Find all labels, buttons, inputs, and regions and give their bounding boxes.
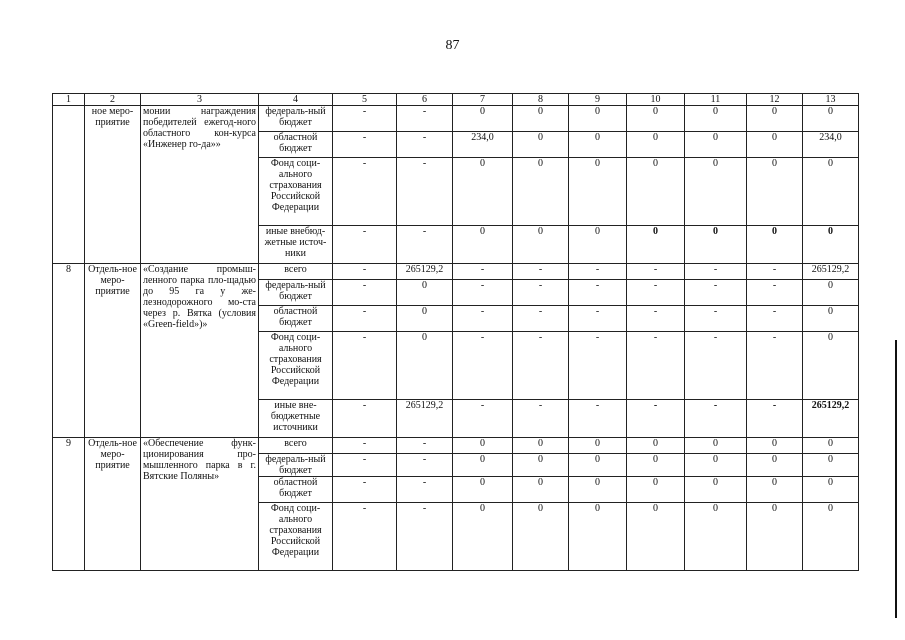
value-cell: -: [627, 306, 685, 332]
activity-name-cell: «Обеспечение функ-ционирования про-мышленного парка в г. Вятские Поляны»: [141, 438, 259, 571]
value-cell: -: [627, 332, 685, 400]
row-number-cell: 9: [53, 438, 85, 571]
value-cell: 0: [685, 503, 747, 571]
value-cell: -: [333, 264, 397, 280]
table-body: [53, 94, 859, 571]
value-cell: 0: [513, 226, 569, 264]
value-cell: 0: [513, 438, 569, 454]
header-cell: 13: [803, 94, 859, 106]
value-cell: 0: [803, 503, 859, 571]
row-number-cell: [53, 106, 85, 264]
value-cell: 0: [685, 438, 747, 454]
funding-source-cell: Фонд соци-ального страхования Российской Федерации: [259, 332, 333, 400]
value-cell: 234,0: [803, 132, 859, 158]
value-cell: 0: [569, 226, 627, 264]
header-cell: 9: [569, 94, 627, 106]
value-cell: 0: [513, 132, 569, 158]
value-cell: 0: [803, 158, 859, 226]
value-cell: -: [513, 306, 569, 332]
value-cell: -: [513, 332, 569, 400]
value-cell: 0: [627, 454, 685, 477]
header-cell: 8: [513, 94, 569, 106]
value-cell: 0: [453, 454, 513, 477]
header-cell: 1: [53, 94, 85, 106]
value-cell: 0: [803, 226, 859, 264]
value-cell: 0: [569, 132, 627, 158]
value-cell: 0: [513, 477, 569, 503]
header-cell: 7: [453, 94, 513, 106]
value-cell: 0: [685, 454, 747, 477]
value-cell: 0: [803, 438, 859, 454]
value-cell: -: [333, 400, 397, 438]
header-cell: 4: [259, 94, 333, 106]
value-cell: 0: [685, 132, 747, 158]
value-cell: -: [627, 280, 685, 306]
budget-table: [52, 93, 859, 571]
activity-type-cell: Отдель-ное меро-приятие: [85, 264, 141, 438]
funding-source-cell: Фонд соци-ального страхования Российской Федерации: [259, 158, 333, 226]
value-cell: 0: [803, 306, 859, 332]
value-cell: 0: [513, 158, 569, 226]
value-cell: -: [747, 264, 803, 280]
value-cell: 0: [803, 454, 859, 477]
value-cell: -: [685, 264, 747, 280]
value-cell: 0: [747, 132, 803, 158]
funding-source-cell: иные вне-бюджетные источники: [259, 400, 333, 438]
value-cell: -: [333, 503, 397, 571]
value-cell: 0: [627, 438, 685, 454]
activity-type-cell: Отдель-ное меро-приятие: [85, 438, 141, 571]
value-cell: 0: [513, 503, 569, 571]
funding-source-cell: Фонд соци-ального страхования Российской Федерации: [259, 503, 333, 571]
value-cell: 0: [685, 106, 747, 132]
value-cell: 0: [453, 438, 513, 454]
value-cell: -: [453, 306, 513, 332]
header-cell: 6: [397, 94, 453, 106]
value-cell: 0: [747, 226, 803, 264]
page-number: 87: [445, 38, 460, 53]
value-cell: -: [453, 400, 513, 438]
value-cell: -: [513, 400, 569, 438]
value-cell: 0: [397, 280, 453, 306]
funding-source-cell: всего: [259, 438, 333, 454]
margin-bar: [895, 340, 897, 618]
header-cell: 12: [747, 94, 803, 106]
value-cell: -: [569, 332, 627, 400]
value-cell: -: [747, 400, 803, 438]
value-cell: 0: [397, 332, 453, 400]
value-cell: -: [569, 264, 627, 280]
funding-source-cell: областной бюджет: [259, 477, 333, 503]
value-cell: 0: [685, 158, 747, 226]
value-cell: -: [685, 280, 747, 306]
value-cell: 0: [747, 106, 803, 132]
value-cell: -: [397, 132, 453, 158]
table-row: [53, 438, 859, 454]
value-cell: -: [333, 332, 397, 400]
value-cell: -: [397, 477, 453, 503]
value-cell: -: [333, 438, 397, 454]
value-cell: 0: [627, 503, 685, 571]
header-row: [53, 94, 859, 106]
value-cell: 265129,2: [397, 264, 453, 280]
funding-source-cell: федераль-ный бюджет: [259, 106, 333, 132]
funding-source-cell: областной бюджет: [259, 306, 333, 332]
value-cell: 0: [569, 503, 627, 571]
value-cell: 265129,2: [397, 400, 453, 438]
value-cell: 0: [803, 106, 859, 132]
header-cell: 10: [627, 94, 685, 106]
value-cell: -: [453, 332, 513, 400]
value-cell: -: [333, 158, 397, 226]
value-cell: -: [397, 503, 453, 571]
value-cell: 0: [453, 503, 513, 571]
value-cell: 0: [803, 332, 859, 400]
value-cell: -: [333, 106, 397, 132]
funding-source-cell: иные внебюд-жетные источ-ники: [259, 226, 333, 264]
header-cell: 2: [85, 94, 141, 106]
value-cell: -: [569, 306, 627, 332]
value-cell: -: [333, 226, 397, 264]
value-cell: 0: [803, 280, 859, 306]
activity-name-cell: «Создание промыш-ленного парка пло-щадью до 95 га у же-лезнодорожного мо-ста через р. Вятка (условия «Green-field»)»: [141, 264, 259, 438]
value-cell: -: [397, 158, 453, 226]
header-cell: 5: [333, 94, 397, 106]
value-cell: -: [569, 280, 627, 306]
value-cell: 0: [513, 454, 569, 477]
value-cell: 0: [685, 477, 747, 503]
activity-name-cell: монии награждения победителей ежегод-ного областного кон-курса «Инженер го-да»»: [141, 106, 259, 264]
value-cell: 0: [569, 438, 627, 454]
value-cell: 0: [747, 438, 803, 454]
value-cell: 0: [453, 226, 513, 264]
value-cell: 0: [569, 106, 627, 132]
value-cell: 0: [747, 158, 803, 226]
value-cell: -: [333, 477, 397, 503]
value-cell: 0: [685, 226, 747, 264]
value-cell: 0: [803, 477, 859, 503]
value-cell: 0: [569, 454, 627, 477]
header-cell: 3: [141, 94, 259, 106]
funding-source-cell: всего: [259, 264, 333, 280]
value-cell: -: [685, 306, 747, 332]
funding-source-cell: федераль-ный бюджет: [259, 454, 333, 477]
value-cell: -: [333, 454, 397, 477]
value-cell: -: [453, 280, 513, 306]
value-cell: 0: [453, 158, 513, 226]
value-cell: 0: [747, 477, 803, 503]
row-number-cell: 8: [53, 264, 85, 438]
value-cell: 0: [627, 158, 685, 226]
value-cell: -: [747, 306, 803, 332]
value-cell: -: [333, 280, 397, 306]
value-cell: -: [453, 264, 513, 280]
value-cell: 0: [627, 132, 685, 158]
value-cell: 0: [747, 454, 803, 477]
header-cell: 11: [685, 94, 747, 106]
funding-source-cell: областной бюджет: [259, 132, 333, 158]
activity-type-cell: ное меро-приятие: [85, 106, 141, 264]
value-cell: 265129,2: [803, 264, 859, 280]
table-row: [53, 106, 859, 132]
value-cell: -: [397, 106, 453, 132]
value-cell: 0: [627, 477, 685, 503]
value-cell: -: [333, 132, 397, 158]
value-cell: -: [747, 280, 803, 306]
table-row: [53, 264, 859, 280]
value-cell: 0: [569, 477, 627, 503]
value-cell: -: [627, 400, 685, 438]
value-cell: -: [397, 454, 453, 477]
value-cell: 0: [747, 503, 803, 571]
value-cell: -: [397, 438, 453, 454]
funding-source-cell: федераль-ный бюджет: [259, 280, 333, 306]
value-cell: -: [333, 306, 397, 332]
value-cell: 0: [513, 106, 569, 132]
value-cell: 0: [627, 226, 685, 264]
value-cell: 0: [397, 306, 453, 332]
value-cell: 0: [453, 106, 513, 132]
value-cell: -: [685, 400, 747, 438]
value-cell: 265129,2: [803, 400, 859, 438]
value-cell: 0: [569, 158, 627, 226]
value-cell: -: [397, 226, 453, 264]
value-cell: -: [569, 400, 627, 438]
value-cell: 0: [627, 106, 685, 132]
value-cell: 0: [453, 477, 513, 503]
value-cell: -: [747, 332, 803, 400]
value-cell: -: [513, 280, 569, 306]
value-cell: -: [627, 264, 685, 280]
value-cell: -: [513, 264, 569, 280]
value-cell: -: [685, 332, 747, 400]
value-cell: 234,0: [453, 132, 513, 158]
